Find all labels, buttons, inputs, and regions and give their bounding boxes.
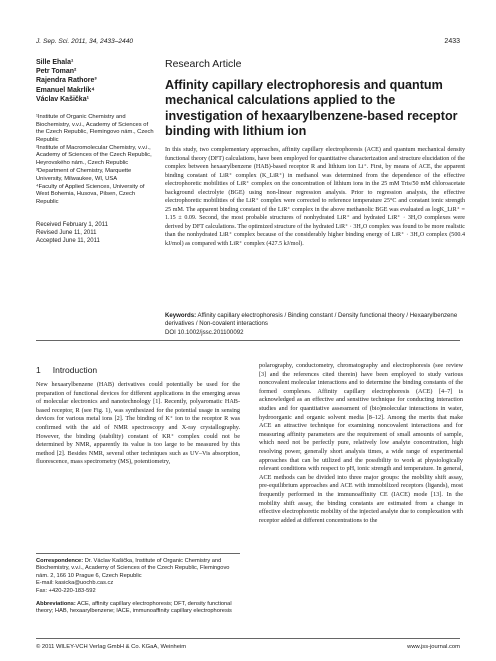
author-list (36, 58, 154, 104)
fax: Fax: +420-220-183-592 (36, 587, 96, 594)
footnotes (36, 553, 240, 616)
received-date: Received February 1, 2011 (36, 221, 108, 228)
keywords: Affinity capillary electrophoresis / Binding constant / Density functional theory / Hexaarylbenzene derivatives / Non-covalent interactions (165, 312, 458, 328)
affiliation: ²Institute of Macromolecular Chemistry, v.v.i., Academy of Sciences of the Czech Republic, Heyrovského nám., Czech Republic (36, 144, 152, 167)
correspondence (36, 558, 240, 580)
revised-date: Revised June 11, 2011 (36, 229, 97, 236)
copyright: © 2011 WILEY-VCH Verlag GmbH & Co. KGaA, Weinheim (36, 644, 187, 650)
section-heading (36, 365, 109, 375)
affiliation: ³Department of Chemistry, Marquette University, Milwaukee, WI, USA (36, 168, 132, 182)
intro-column-right: polarography, conductometry, chromatography and electrophoresis (see review [3] and the references cited therein) have been employed to study various noncovalent molecular interactions and to determine the binding constants of the formed complexes. Affinity capillary electrophoresis (ACE) [4–7] is acknowledged as an effective and sensitive technique for conducting interaction studies and for quantitative assessment of (bio)molecular interactions in water, hydroorganic and organic solvent media [8–12]. Among the merits that make ACE an attractive technique for examining noncovalent interactions and for measuring affinity parameters are the requirement of small amounts of sample, which need not be perfectly pure, relatively low analyte concentration, high resolving power, generally short analysis times, a wide range of experimental approaches that can be utilized and the possibility to work at physiologically relevant conditions with respect to pH, ionic strength and temperature. In general, ACE methods can be divided into three major groups: the mobility shift assay, pre-equilibrium approaches and ACE with immobilized receptors (ligands), most frequently performed in the immunoaffinity CE (IACE) mode [13]. In the mobility shift assay, the binding constants are estimated from a change in effective electrophoretic mobility of the injected analyte due to complexation with receptor added at different concentrations to the (259, 362, 463, 524)
accepted-date: Accepted June 11, 2011 (36, 237, 100, 244)
author-name: Petr Toman² (36, 68, 77, 76)
correspondence-text: Dr. Václav Kašička, Institute of Organic Chemistry and Biochemistry, v.v.i., Academy of Sciences of the Czech Republic, Flemingovo nám. 2, 166 10 Prague 6, Czech Republic (36, 558, 230, 579)
author-name: Rajendra Rathore³ (36, 77, 97, 85)
email[interactable]: E-mail: kasicka@uochb.cas.cz (36, 580, 114, 587)
section-number: 1 (36, 365, 41, 375)
keywords-label: Keywords: (165, 312, 197, 319)
affiliation: ¹Institute of Organic Chemistry and Biochemistry, v.v.i., Academy of Sciences of the Czech Republic, Flemingovo nám., Czech Republic (36, 114, 154, 143)
footnote-divider (36, 553, 240, 554)
keywords-block (165, 312, 465, 337)
footer-divider (36, 638, 460, 639)
article-type-label: Research Article (165, 58, 242, 70)
correspondence-label: Correspondence: (36, 558, 84, 564)
affiliation: ⁴Faculty of Applied Sciences, University of West Bohemia, Husova, Pilsen, Czech Republic (36, 183, 145, 206)
intro-column-left: New hexaarylbenzene (HAB) derivatives could potentially be used for the preparation of functional devices for different applications in the emerging areas of molecular electronics and nanotechnology [1]. Recently, polyaromatic HAB-based receptor, R (see Fig. 1), was synthesized for the potential usage in sensing devices for various metal ions [2]. The binding of K⁺ ion to the receptor R was confirmed with the aid of NMR spectroscopy and X-ray crystallography. However, the binding (stability) constant of KR⁺ complex could not be determined by NMR, apparently its value is too large to be measured by this method [2]. Besides NMR, several other techniques such as UV–Vis absorption, fluorescence, mass spectrometry (MS), potentiometry, (36, 381, 240, 466)
author-name: Sille Ehala¹ (36, 59, 74, 66)
abbreviations-text: ACE, affinity capillary electrophoresis; DFT, density functional theory; HAB, hexaarylbenzene; IACE, immunoaffinity capillary electrophoresis (36, 601, 232, 615)
page-number: 2433 (444, 38, 460, 45)
doi[interactable]: DOI 10.1002/jssc.201100092 (165, 328, 244, 336)
author-name: Václav Kašička¹ (36, 95, 89, 103)
journal-url[interactable]: www.jss-journal.com (407, 644, 460, 650)
article-title: Affinity capillary electrophoresis and quantum mechanical calculations applied to the investigation of hexaarylbenzene-based receptor binding with lithium ion (165, 78, 458, 139)
author-sidebar (36, 58, 154, 245)
abstract: In this study, two complementary approaches, affinity capillary electrophoresis (ACE) and quantum mechanical density functional theory (DFT) calculations, have been employed for quantitative characterization and structure elucidation of the complex between hexaarylbenzene (HAB)-based receptor R and lithium ion Li⁺. First, by means of ACE, the apparent binding constant of LiR⁺ complex (K_LiR⁺) in methanol was determined from the dependence of the effective electrophoretic mobilities of LiR⁺ complex on the concentration of lithium ions in the 25 mM Tris/50 mM chloroacetate background electrolyte (BGE) using non-linear regression analysis. Prior to regression analysis, the effective electrophoretic mobilities of the LiR⁺ complex were corrected to reference temperature 25°C and constant ionic strength 25 mM. The apparent binding constant of the LiR⁺ complex in the above methanolic BGE was evaluated as logK_LiR⁺ = 1.15 ± 0.09. Second, the most probable structures of nonhydrated LiR⁺ and hydrated LiR⁺ · 3H₂O complexes were derived by DFT calculations. The optimized structure of the hydrated LiR⁺ · 3H₂O complex was found to be more realistic than the nonhydrated LiR⁺ complex because of the considerably higher binding energy of LiR⁺ · 3H₂O complex (500.4 kJ/mol) as compared with LiR⁺ complex (427.5 kJ/mol). (165, 147, 465, 248)
affiliation-list (36, 114, 154, 207)
section-title: Introduction (52, 365, 98, 375)
journal-citation: J. Sep. Sci. 2011, 34, 2433–2440 (36, 38, 134, 45)
abbreviations-label: Abbreviations: (36, 601, 76, 608)
article-dates (36, 221, 154, 245)
author-name: Emanuel Makrlík⁴ (36, 86, 95, 94)
abbreviations (36, 601, 240, 616)
section-divider (36, 340, 460, 341)
